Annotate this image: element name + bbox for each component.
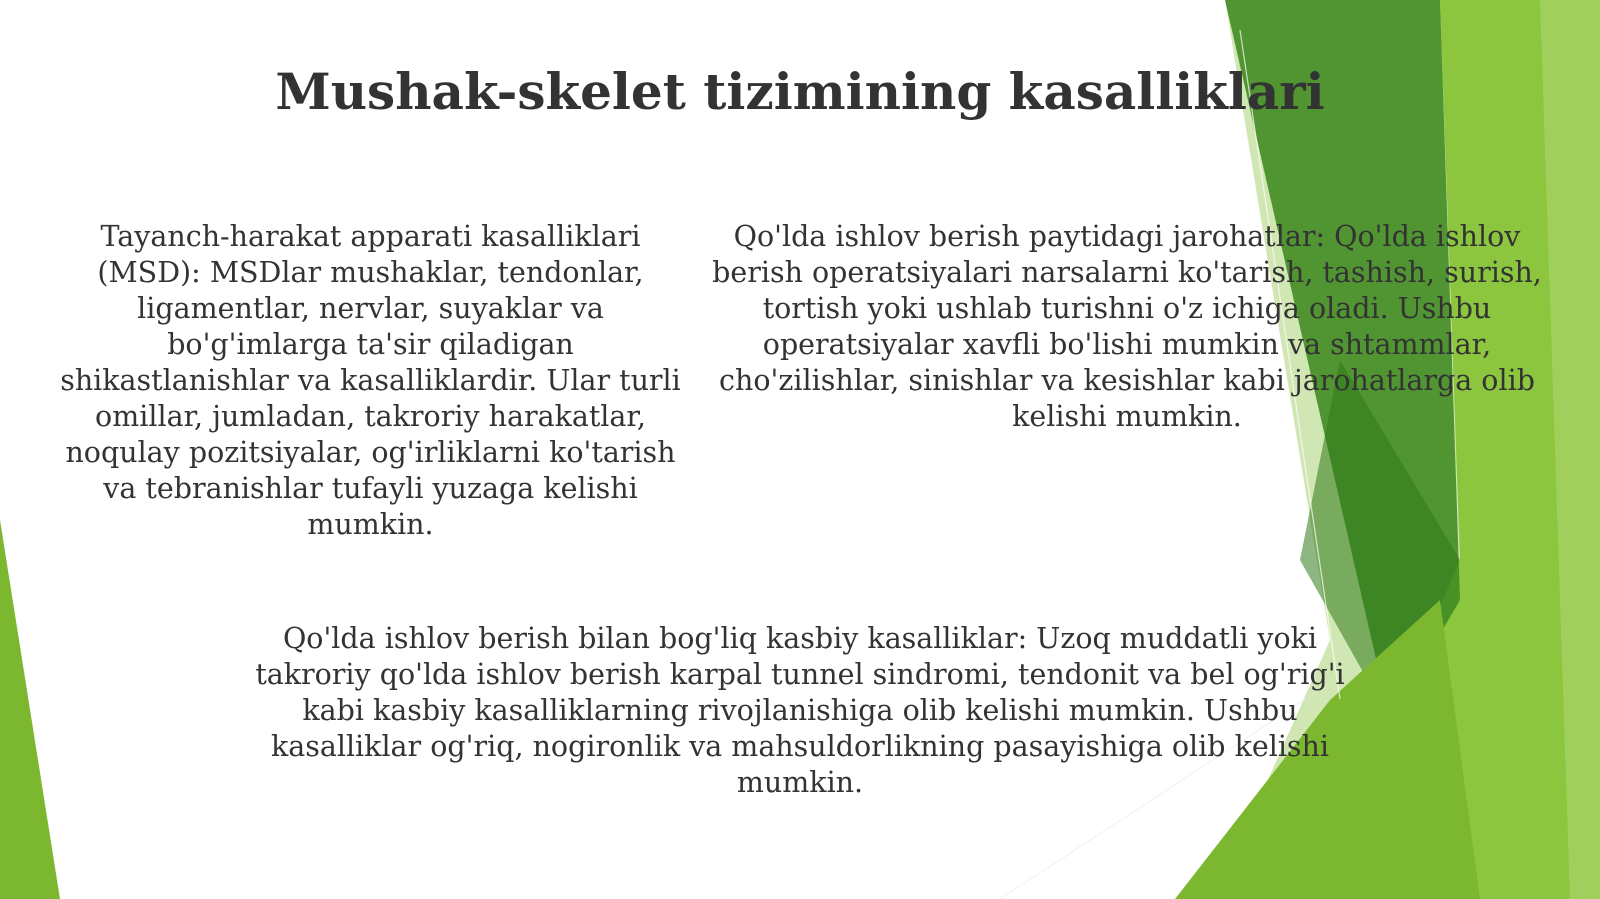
text-block-manual-handling-injuries: Qo'lda ishlov berish paytidagi jarohatlar: Qo'lda ishlov berish operatsiyalari narsalarni ko'tarish, tashish, surish, tortish yoki ushlab turishni o'z ichiga oladi. Ushbu operatsiyalar xavfli bo'lishi mumkin va shtammlar, cho'zilishlar, sinishlar va kesishlar kabi jarohatlarga olib kelishi mumkin. — [712, 220, 1542, 433]
text-block-occupational-diseases: Qo'lda ishlov berish bilan bog'liq kasbiy kasalliklar: Uzoq muddatli yoki takroriy qo'lda ishlov berish karpal tunnel sindromi, tendonit va bel og'rig'i kabi kasbiy kasalliklarning rivojlanishiga olib kelishi mumkin. Ushbu kasalliklar og'riq, nogironlik va mahsuldorlikning pasayishiga olib kelishi mumkin. — [255, 622, 1345, 799]
left-green-sliver — [0, 520, 60, 899]
slide-title: Mushak-skelet tizimining kasalliklari — [275, 62, 1325, 121]
text-block-msd: Tayanch-harakat apparati kasalliklari (MSD): MSDlar mushaklar, tendonlar, ligamentlar, nervlar, suyaklar va bo'g'imlarga ta'sir qiladigan shikastlanishlar va kasalliklardir. Ular turli omillar, jumladan, takroriy harakatlar, noqulay pozitsiyalar, og'irliklarni ko'tarish va tebranishlar tufayli yuzaga kelishi mumkin. — [60, 220, 681, 541]
